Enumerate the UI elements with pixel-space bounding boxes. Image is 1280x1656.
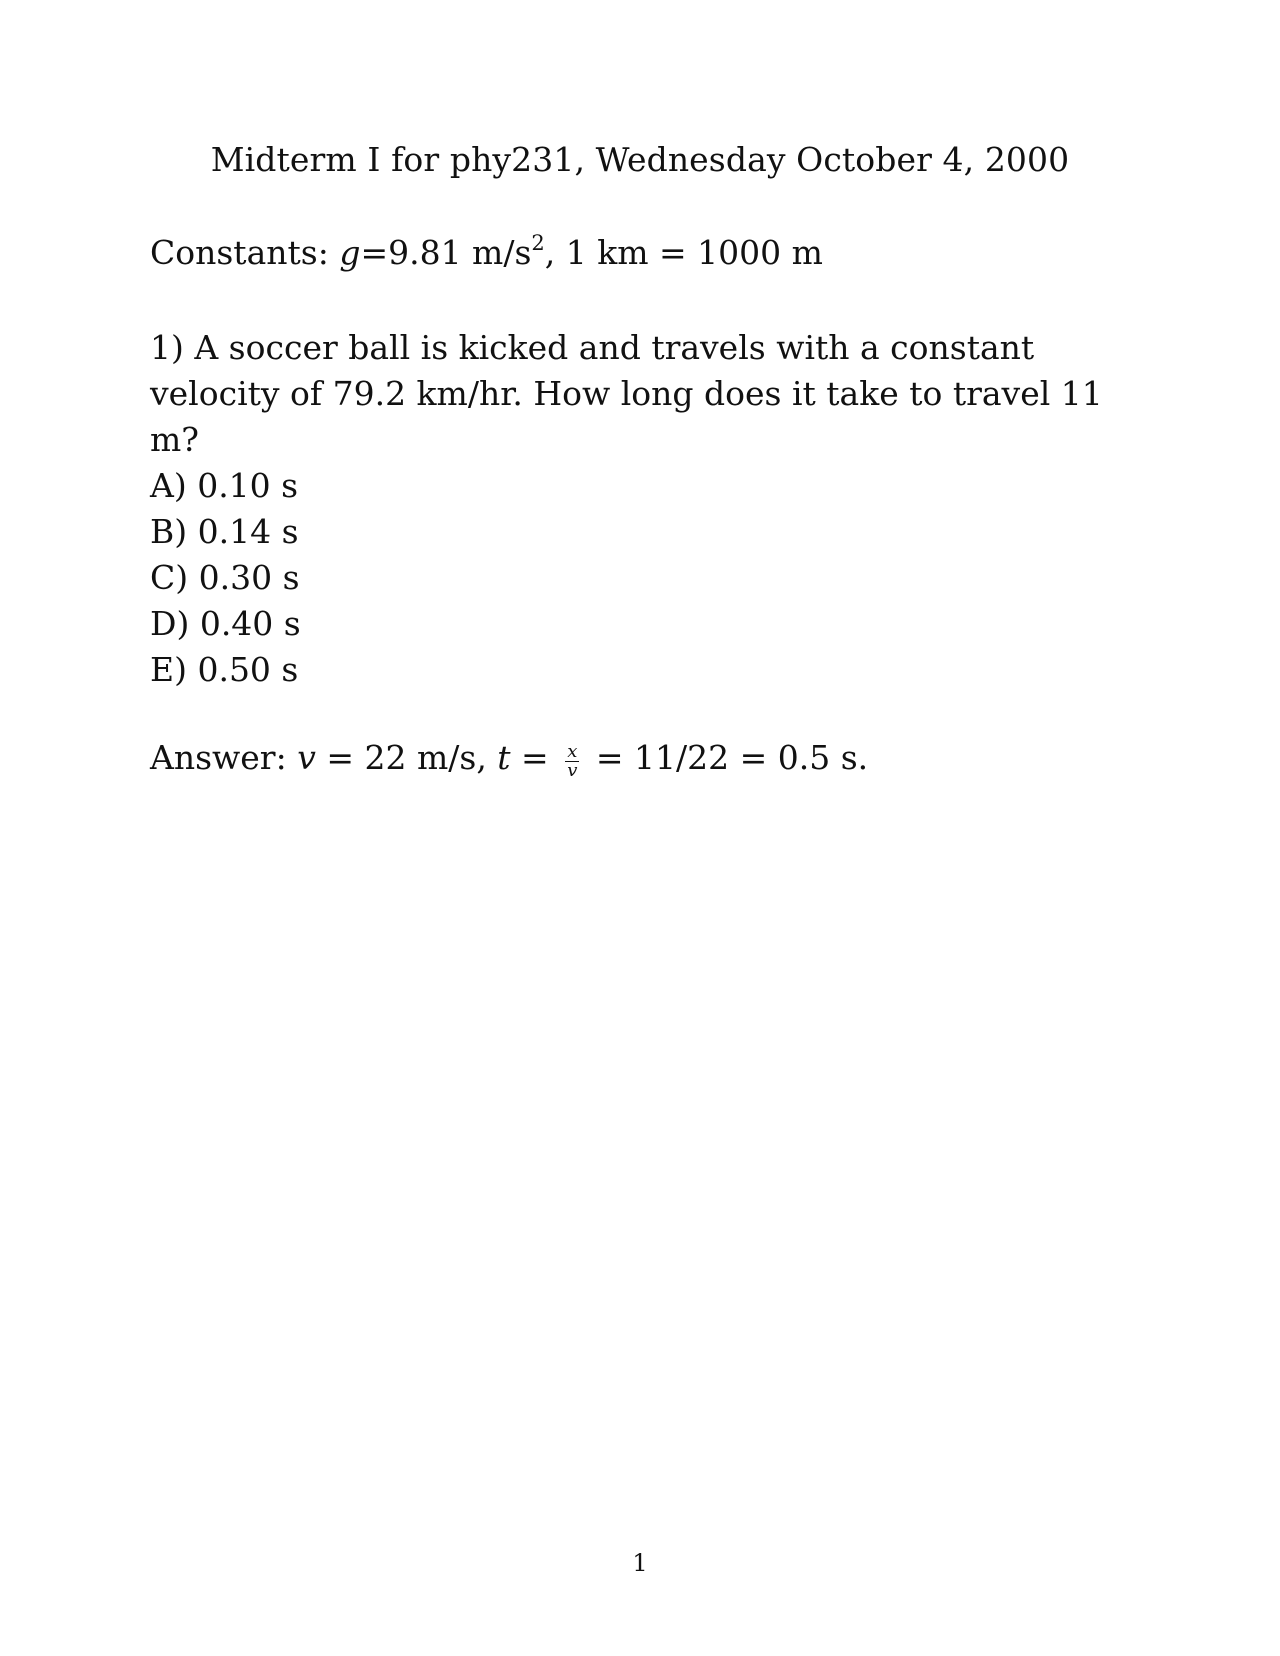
constants-line	[150, 230, 1130, 276]
answer-label: Answer:	[150, 738, 287, 777]
fraction-denominator: v	[567, 760, 578, 781]
fraction-numerator: x	[565, 743, 579, 762]
constants-label: Constants:	[150, 233, 329, 272]
equals-sign: =	[510, 738, 560, 777]
choice-c: C) 0.30 s	[150, 558, 300, 597]
time-symbol: t	[497, 738, 511, 777]
answer-result: = 11/22 = 0.5 s.	[585, 738, 869, 777]
velocity-symbol: v	[297, 738, 316, 777]
distance-over-velocity-fraction	[565, 743, 579, 780]
page-number: 1	[632, 1549, 648, 1577]
choice-a: A) 0.10 s	[150, 466, 299, 505]
gravity-value: =9.81 m/s	[360, 233, 532, 272]
gravity-symbol: g	[339, 233, 361, 272]
choice-b: B) 0.14 s	[150, 512, 299, 551]
answer-line	[150, 735, 1130, 781]
velocity-value: = 22 m/s,	[315, 738, 498, 777]
answer-choices	[150, 463, 1130, 693]
constants-rest: , 1 km = 1000 m	[544, 233, 823, 272]
gravity-exponent: 2	[531, 231, 545, 255]
question-text: 1) A soccer ball is kicked and travels with a constant velocity of 79.2 km/hr. How long does it take to travel 11 m?	[150, 328, 1103, 459]
document-title: Midterm I for phy231, Wednesday October 4, 2000	[210, 140, 1070, 179]
choice-e: E) 0.50 s	[150, 650, 299, 689]
choice-d: D) 0.40 s	[150, 604, 301, 643]
